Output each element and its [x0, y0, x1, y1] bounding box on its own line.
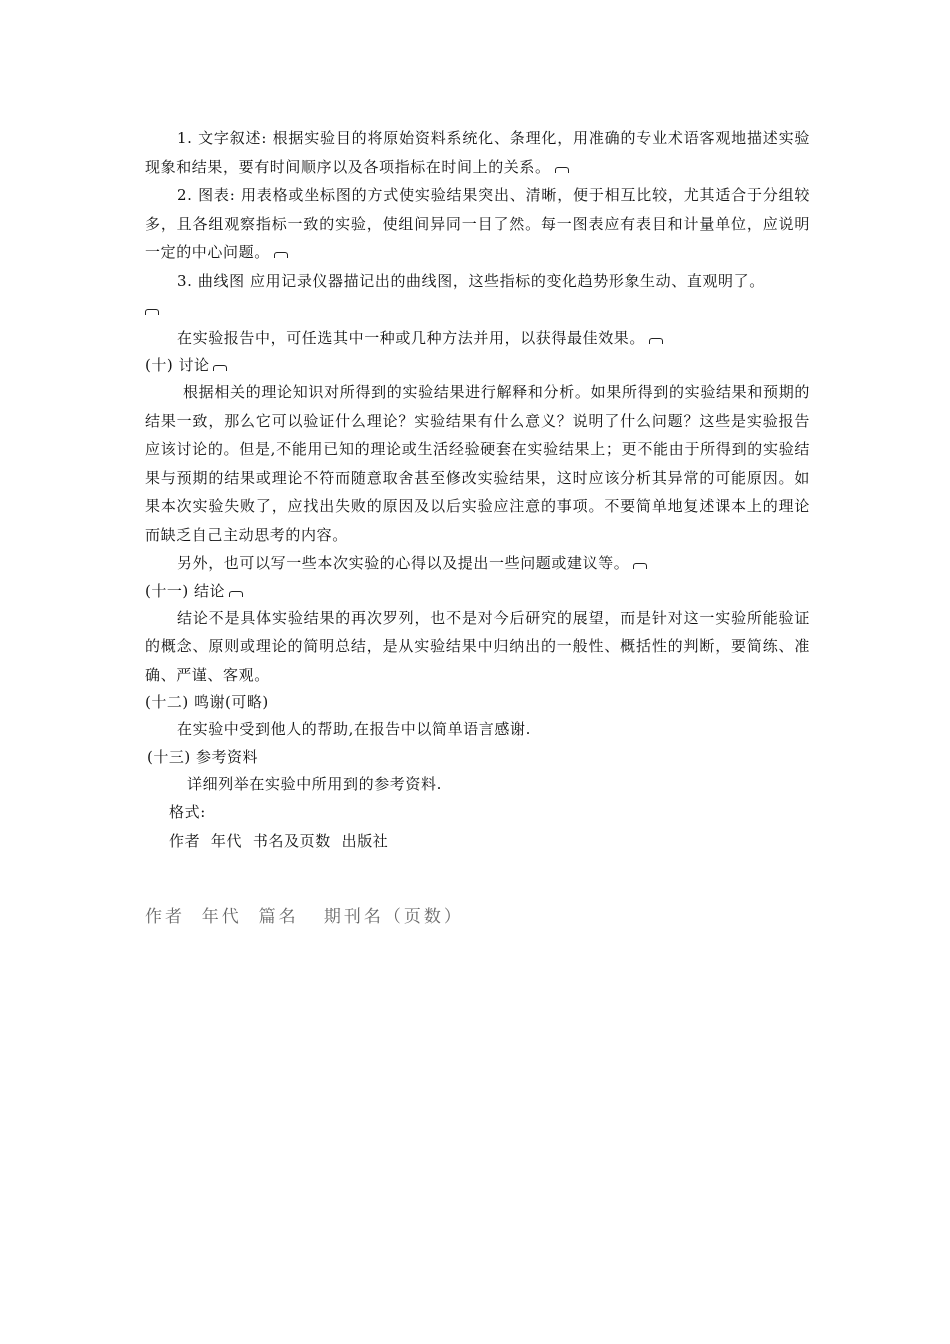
- results-note: 在实验报告中，可任选其中一种或几种方法并用，以获得最佳效果。: [145, 324, 810, 353]
- references-format-label: 格式:: [169, 803, 206, 821]
- acknowledgement-body: 在实验中受到他人的帮助,在报告中以简单语言感谢.: [177, 720, 531, 738]
- acknowledgement-heading: (十二) 鸣谢(可略): [145, 693, 269, 711]
- paragraph-mark-icon: [649, 338, 663, 344]
- paragraph-mark-icon: [274, 252, 288, 258]
- paragraph-mark-icon: [633, 563, 647, 569]
- conclusion-heading: (十一) 结论: [145, 578, 810, 604]
- discussion-heading: (十) 讨论: [145, 352, 810, 378]
- results-item-1: 1. 文字叙述: 根据实验目的将原始资料系统化、条理化，用准确的专业术语客观地描述实验现象和结果，要有时间顺序以及各项指标在时间上的关系。: [145, 129, 810, 176]
- conclusion-body: 结论不是具体实验结果的再次罗列，也不是对今后研究的展望，而是针对这一实验所能验证的概念、原则或理论的简明总结，是从实验结果中归纳出的一般性、概括性的判断，要简练、准确、严谨、客观。: [145, 608, 810, 684]
- paragraph-mark-icon: [555, 167, 569, 173]
- discussion-extra: 另外，也可以写一些本次实验的心得以及提出一些问题或建议等。: [145, 549, 810, 578]
- references-journal-format: 作者 年代 篇名 期刊名（页数）: [145, 907, 464, 927]
- references-body: 详细列举在实验中所用到的参考资料.: [187, 774, 442, 793]
- document-body: [145, 124, 810, 855]
- results-item-2: 2. 图表: 用表格或坐标图的方式使实验结果突出、清晰，便于相互比较，尤其适合于分组较多，且各组观察指标一致的实验，使组间异同一目了然。每一图表应有表目和计量单位，应说明一定的中心问题。: [145, 186, 810, 261]
- results-item-3: 3. 曲线图 应用记录仪器描记出的曲线图，这些指标的变化趋势形象生动、直观明了。: [177, 271, 765, 290]
- paragraph-mark-icon: [229, 591, 243, 597]
- empty-paragraph: [145, 295, 810, 324]
- paragraph-mark-icon: [213, 365, 227, 371]
- references-book-format: 作者 年代 书名及页数 出版社: [169, 831, 389, 850]
- discussion-body: 根据相关的理论知识对所得到的实验结果进行解释和分析。如果所得到的实验结果和预期的结果一致，那么它可以验证什么理论？实验结果有什么意义？说明了什么问题？这些是实验报告应该讨论的。但是,不能用已知的理论或生活经验硬套在实验结果上；更不能由于所得到的实验结果与预期的结果或理论不符而随意取舍甚至修改实验结果，这时应该分析其异常的可能原因。如果本次实验失败了，应找出失败的原因及以后实验应注意的事项。不要简单地复述课本上的理论而缺乏自己主动思考的内容。: [145, 383, 810, 544]
- paragraph-mark-icon: [145, 309, 159, 315]
- references-heading: (十三) 参考资料: [147, 747, 258, 766]
